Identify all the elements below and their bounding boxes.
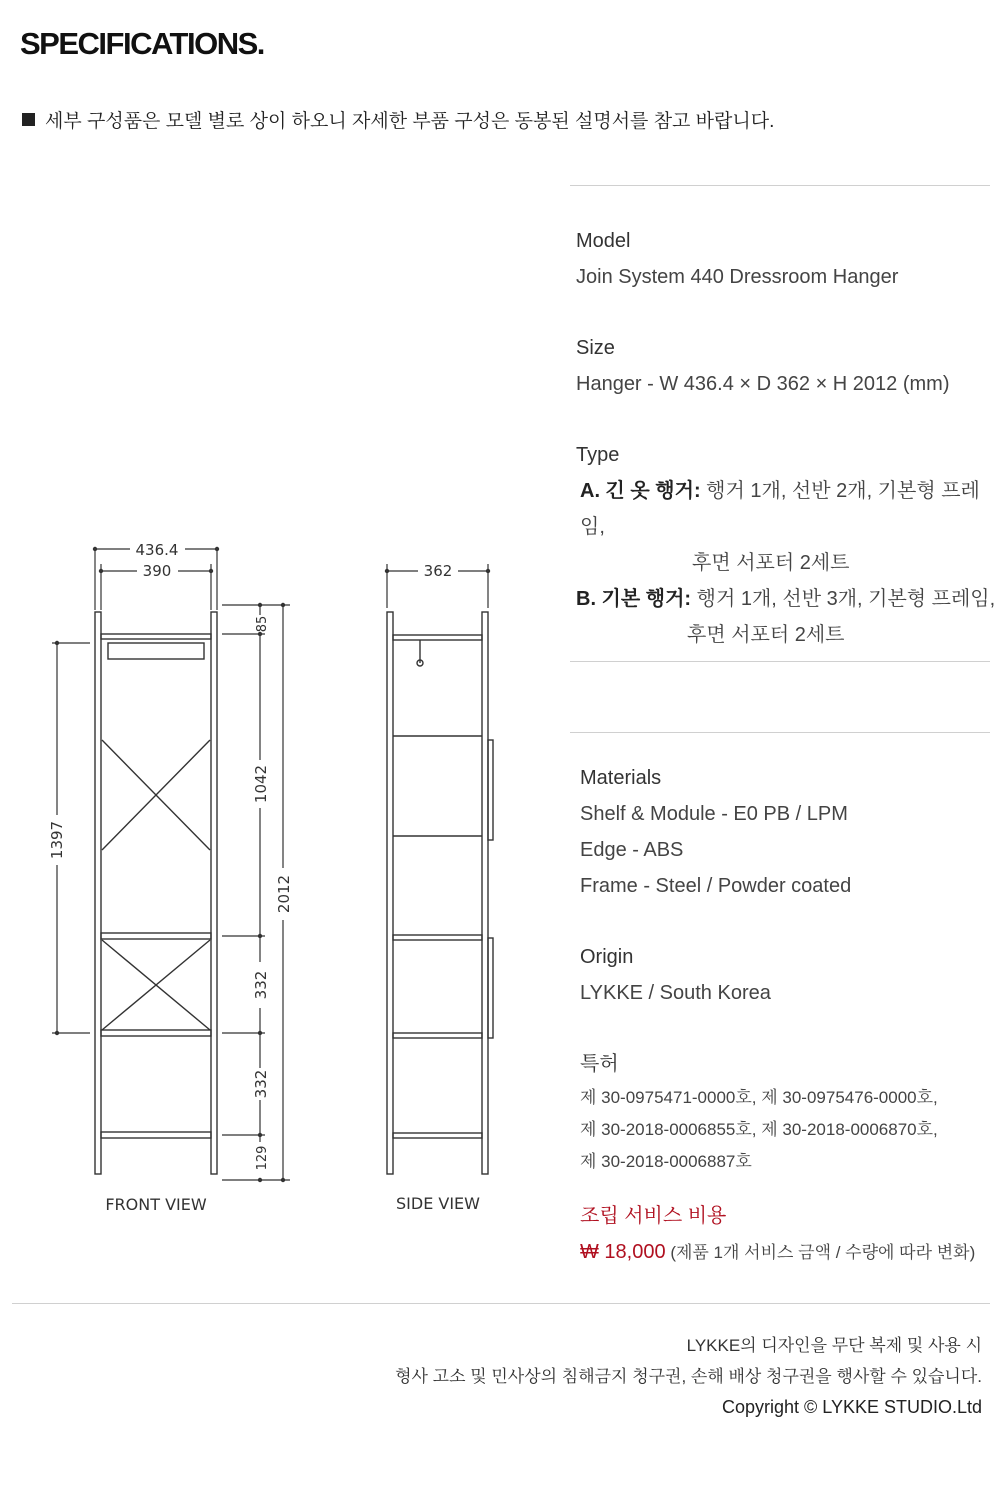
type-label: Type xyxy=(576,444,620,466)
dim-overall-width: 436.4 xyxy=(135,541,179,559)
origin-value: LYKKE / South Korea xyxy=(580,982,771,1004)
side-view-label: SIDE VIEW xyxy=(396,1194,480,1213)
footer-line1: LYKKE의 디자인을 무단 복제 및 사용 시 xyxy=(686,1336,982,1355)
materials-label: Materials xyxy=(580,767,662,789)
footer-divider xyxy=(12,1303,990,1304)
square-bullet-icon xyxy=(22,113,35,126)
dim-seg-332b: 332 xyxy=(252,1069,270,1099)
type-b-line2: 후면 서포터 2세트 xyxy=(687,624,845,646)
type-a-line2: 후면 서포터 2세트 xyxy=(692,552,850,574)
dim-depth: 362 xyxy=(423,562,453,580)
spec-block-top xyxy=(576,223,1000,653)
side-view-frame xyxy=(387,612,493,1174)
dim-seg-top: 85 xyxy=(255,615,270,633)
patent-line3: 제 30-2018-0006887호 xyxy=(580,1152,752,1171)
type-a-line1: 행거 1개, 선반 2개, 기본형 프레임, xyxy=(580,480,980,538)
notice-text: 세부 구성품은 모델 별로 상이 하오니 자세한 부품 구성은 동봉된 설명서를 참고 바랍니다. xyxy=(45,111,775,132)
type-b xyxy=(576,581,1000,617)
dim-seg-1042: 1042 xyxy=(252,764,270,804)
footer-line2: 형사 고소 및 민사상의 침해금지 청구권, 손해 배상 청구권을 행사할 수 있습니다. xyxy=(395,1367,982,1386)
divider xyxy=(570,185,990,186)
assembly-block xyxy=(580,1198,975,1271)
model-value: Join System 440 Dressroom Hanger xyxy=(576,266,899,288)
divider xyxy=(570,661,990,662)
type-b-title: B. 기본 행거: xyxy=(576,588,692,610)
dim-inner-width: 390 xyxy=(142,562,172,580)
origin-label: Origin xyxy=(580,946,634,968)
size-value: Hanger - W 436.4 × D 362 × H 2012 (mm) xyxy=(576,373,950,395)
model-label: Model xyxy=(576,230,631,252)
front-view-frame xyxy=(95,612,217,1174)
dim-seg-332a: 332 xyxy=(252,970,270,1000)
notice xyxy=(22,106,774,133)
materials-shelf: Shelf & Module - E0 PB / LPM xyxy=(580,803,848,825)
page-title: SPECIFICATIONS. xyxy=(20,26,264,61)
dim-total-height: 2012 xyxy=(275,874,293,914)
assembly-label: 조립 서비스 비용 xyxy=(580,1205,727,1227)
type-a-title: A. 긴 옷 행거: xyxy=(580,480,701,502)
type-a xyxy=(576,473,1000,545)
patent-line2: 제 30-2018-0006855호, 제 30-2018-0006870호, xyxy=(580,1120,938,1139)
materials-edge: Edge - ABS xyxy=(580,839,684,861)
patent-line1: 제 30-0975471-0000호, 제 30-0975476-0000호, xyxy=(580,1088,938,1107)
front-view-label: FRONT VIEW xyxy=(105,1195,207,1214)
divider xyxy=(570,732,990,733)
dim-seg-bottom: 129 xyxy=(255,1145,270,1171)
technical-drawing xyxy=(0,530,520,1230)
materials-frame: Frame - Steel / Powder coated xyxy=(580,875,852,897)
footer xyxy=(395,1330,982,1423)
copyright: Copyright © LYKKE STUDIO.Ltd xyxy=(721,1397,982,1417)
patent-label: 특허 xyxy=(580,1053,619,1075)
dim-left-height: 1397 xyxy=(48,820,66,860)
spec-block-bottom xyxy=(580,760,938,1178)
size-label: Size xyxy=(576,337,615,359)
assembly-note: (제품 1개 서비스 금액 / 수량에 따라 변화) xyxy=(665,1243,976,1262)
type-b-line1: 행거 1개, 선반 3개, 기본형 프레임, xyxy=(691,588,996,610)
assembly-price: ₩ 18,000 xyxy=(580,1241,666,1263)
